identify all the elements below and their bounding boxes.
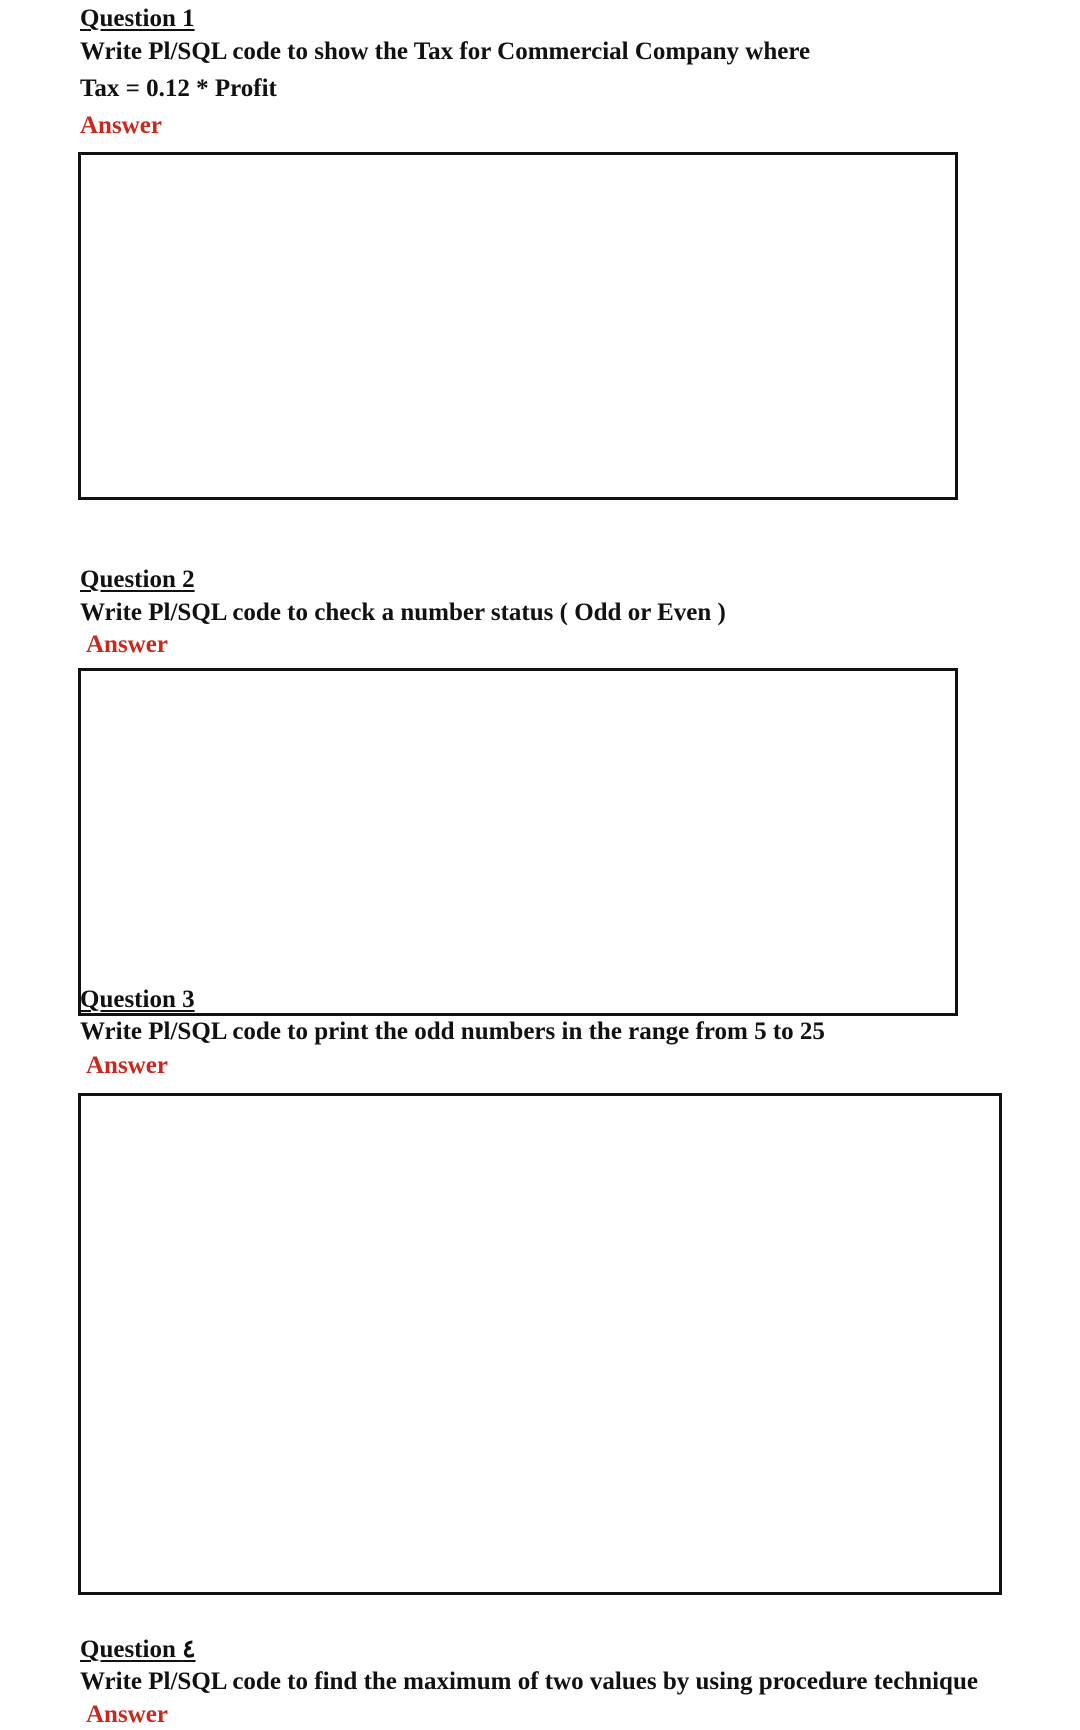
question-2-text-line-1: Write Pl/SQL code to check a number status ( Odd or Even ) (80, 599, 726, 626)
question-2-answer-label: Answer (86, 631, 168, 658)
question-2-answer-box[interactable] (78, 668, 958, 1016)
question-1-answer-label: Answer (80, 112, 162, 139)
question-4-answer-label: Answer (86, 1701, 168, 1728)
question-1-answer-box[interactable] (78, 152, 958, 500)
question-1-text-line-1: Write Pl/SQL code to show the Tax for Commercial Company where (80, 38, 811, 65)
question-1-heading: Question 1 (80, 5, 195, 32)
question-4-text-line-1: Write Pl/SQL code to find the maximum of two values by using procedure technique (80, 1668, 978, 1695)
question-3-heading: Question 3 (80, 986, 195, 1013)
question-4-heading: Question ٤ (80, 1636, 196, 1663)
question-3-answer-label: Answer (86, 1052, 168, 1079)
question-1-text-line-2: Tax = 0.12 * Profit (80, 75, 277, 102)
question-2-heading: Question 2 (80, 566, 195, 593)
question-3-text-line-1: Write Pl/SQL code to print the odd numbers in the range from 5 to 25 (80, 1018, 825, 1045)
question-3-answer-box[interactable] (78, 1093, 1002, 1595)
